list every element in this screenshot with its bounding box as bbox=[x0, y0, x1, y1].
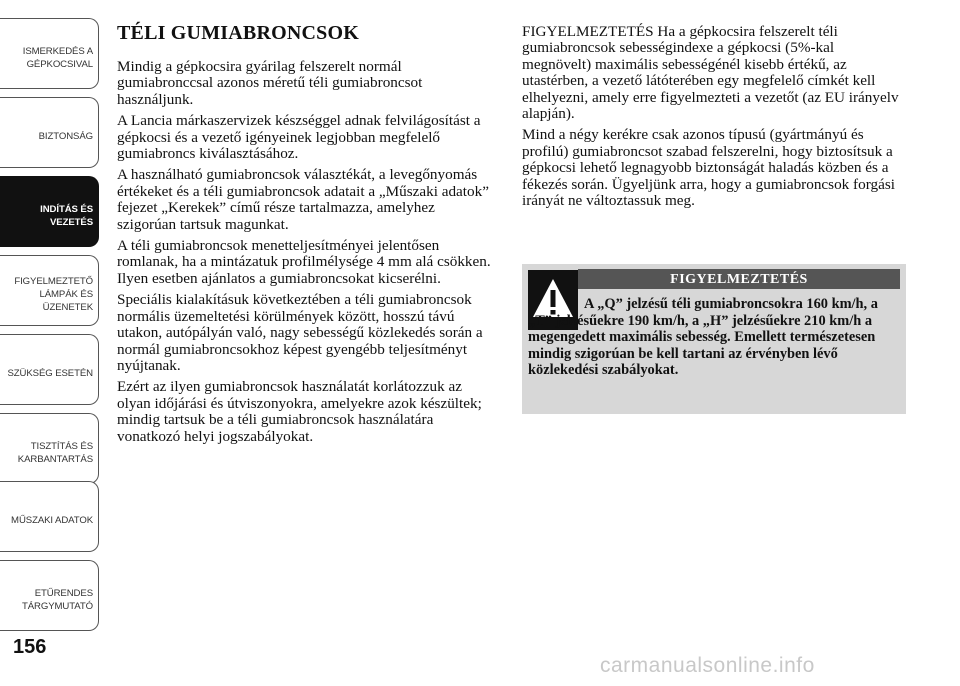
paragraph: Mind a négy kerékre csak azonos típusú (gyártmányú és profilú) gumiabroncsot szabad felszerelni, hogy biztosítsuk a gépkocsi lehető legnagyobb biztonságát haladás közben és a fékezés során. Ügyeljünk arra, hogy a gumiabroncsok forgási irányát ne változtassuk meg. bbox=[522, 126, 895, 210]
warning-box bbox=[522, 264, 906, 414]
watermark: carmanualsonline.info bbox=[600, 654, 815, 677]
tab-warning-lights[interactable]: FIGYELMEZTETŐ LÁMPÁK ÉS ÜZENETEK bbox=[0, 255, 99, 326]
paragraph: Ezért az ilyen gumiabroncsok használatát korlátozzuk az olyan időjárási és útviszonyokra, amelyekre azok készültek; mindig tartsuk be a téli gumiabroncsok használatára vonatkozó helyi jogszabályokat. bbox=[117, 378, 482, 445]
tab-cleaning-maintenance[interactable]: TISZTÍTÁS ÉS KARBANTARTÁS bbox=[0, 413, 99, 484]
tab-technical-data[interactable]: MŰSZAKI ADATOK bbox=[0, 481, 99, 552]
chapter-sidebar bbox=[0, 0, 100, 640]
tab-starting-driving[interactable]: INDÍTÁS ÉS VEZETÉS bbox=[0, 176, 99, 247]
paragraph: FIGYELMEZTETÉS Ha a gépkocsira felszerelt téli gumiabroncsok sebességindexe a gépkocsi (5%-kal megnövelt) maximális sebességénél kisebb értékű, az utastérben, a vezető látóterében egy megfelelő címkét kell elhelyezni, amely erre figyelmezteti a vezetőt (az EU irányelv alapján). bbox=[522, 23, 899, 123]
page-number: 156 bbox=[13, 636, 47, 658]
tab-index[interactable]: ETŰRENDES TÁRGYMUTATÓ bbox=[0, 560, 99, 631]
tab-emergency[interactable]: SZÜKSÉG ESETÉN bbox=[0, 334, 99, 405]
left-column bbox=[117, 22, 497, 450]
paragraph: A Lancia márkaszervizek készséggel adnak felvilágosítást a gépkocsi és a vezető igényeinek legjobban megfelelő gumiabroncs kiválasztásához. bbox=[117, 112, 481, 163]
tab-safety[interactable]: BIZTONSÁG bbox=[0, 97, 99, 168]
paragraph: Speciális kialakításuk következtében a téli gumiabroncsok normális üzemeltetési körülmények között, hosszú távú utakon, autópályán való, nagy sebességű közlekedés során a normál gumiabroncsokhoz képest gyengébb teljesítményt nyújtanak. bbox=[117, 291, 483, 374]
paragraph: Mindig a gépkocsira gyárilag felszerelt normál gumiabronccsal azonos méretű téli gumiabroncsot használjunk. bbox=[117, 58, 423, 108]
warning-text: A „Q” jelzésű téli gumiabroncsokra 160 km/h, a „T” jelzésűekre 190 km/h, a „H” jelzésűekre 210 km/h a megengedett maximális sebesség. Emellett természetesen mindig szigorúan be kell tartani az érvényben lévő közlekedési szabályokat. bbox=[528, 296, 878, 379]
paragraph: A használható gumiabroncsok választékát, a levegőnyomás értékeket és a téli gumiabroncsok adatait a „Műszaki adatok” fejezet „Kerekek” című része tartalmazza, amelyhez szigorúan tartsuk magunkat. bbox=[117, 166, 489, 233]
section-title: TÉLI GUMIABRONCSOK bbox=[117, 22, 359, 44]
warning-heading: FIGYELMEZTETÉS bbox=[578, 269, 900, 289]
tab-getting-to-know-car[interactable]: ISMERKEDÉS A GÉPKOCSIVAL bbox=[0, 18, 99, 89]
right-column bbox=[522, 24, 906, 214]
paragraph: A téli gumiabroncsok menetteljesítményei jelentősen romlanak, ha a mintázatuk profilmélysége 4 mm alá csökken. Ilyen esetben ajánlatos a gumiabroncsokat kicserélni. bbox=[117, 237, 491, 287]
